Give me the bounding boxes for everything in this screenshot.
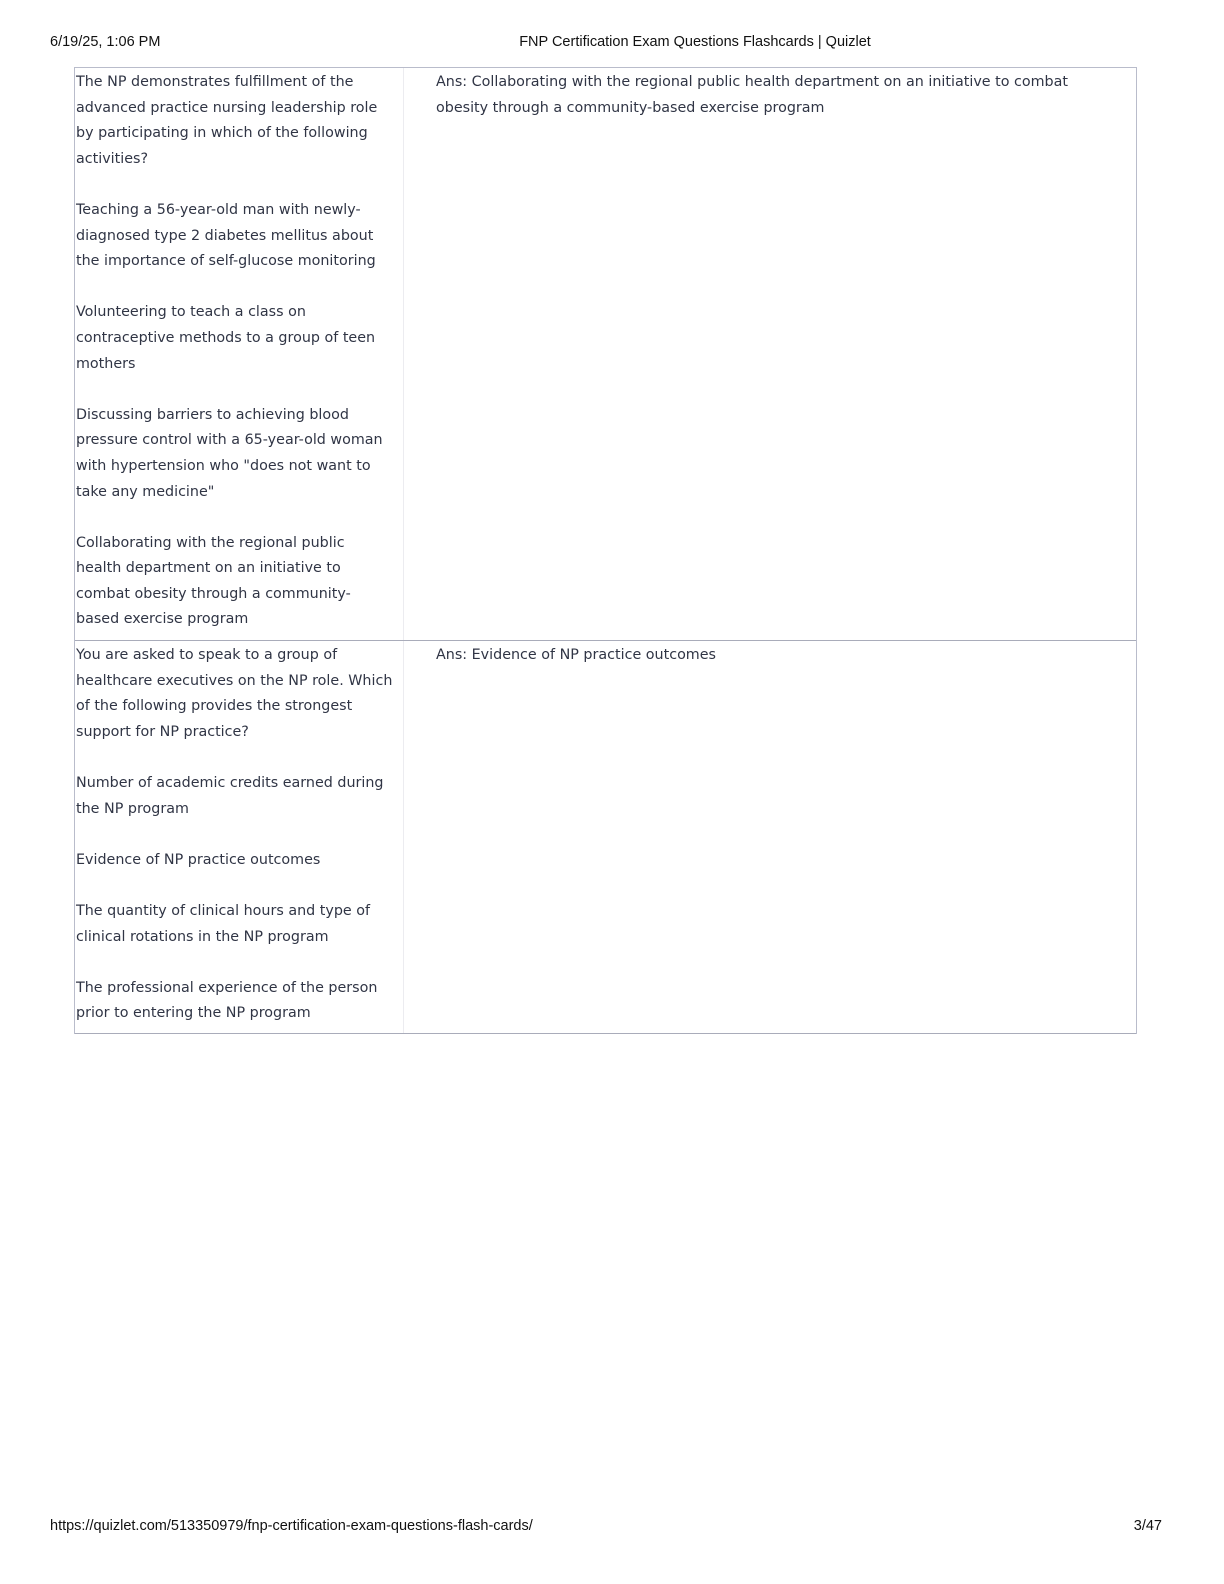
term-question: You are asked to speak to a group of healthcare executives on the NP role. Which of the following provides the strongest support for NP practice? bbox=[76, 647, 393, 740]
term-option: The quantity of clinical hours and type of clinical rotations in the NP program bbox=[76, 902, 371, 945]
flashcard-table bbox=[74, 67, 1137, 1034]
flashcard-definition bbox=[404, 68, 1136, 640]
term-option: The professional experience of the person prior to entering the NP program bbox=[76, 979, 378, 1022]
print-header bbox=[0, 0, 1224, 60]
flashcard-definition bbox=[404, 641, 1136, 1033]
flashcard-row bbox=[75, 68, 1136, 641]
term-option: Collaborating with the regional public health department on an initiative to combat obesity through a community-based exercise program bbox=[76, 534, 351, 628]
term-option: Discussing barriers to achieving blood pressure control with a 65-year-old woman with hypertension who "does not want to take any medicine" bbox=[76, 406, 383, 500]
definition-answer: Ans: Evidence of NP practice outcomes bbox=[436, 647, 716, 663]
page-number: 3/47 bbox=[1133, 1518, 1162, 1534]
print-datetime: 6/19/25, 1:06 PM bbox=[50, 34, 161, 50]
term-option: Teaching a 56-year-old man with newly-diagnosed type 2 diabetes mellitus about the importance of self-glucose monitoring bbox=[76, 201, 376, 270]
term-question: The NP demonstrates fulfillment of the advanced practice nursing leadership role by participating in which of the following activities? bbox=[76, 74, 378, 167]
term-option: Number of academic credits earned during the NP program bbox=[76, 774, 384, 817]
term-option: Volunteering to teach a class on contraceptive methods to a group of teen mothers bbox=[76, 304, 376, 372]
page-title: FNP Certification Exam Questions Flashcards | Quizlet bbox=[519, 34, 871, 50]
term-option: Evidence of NP practice outcomes bbox=[76, 851, 321, 868]
flashcard-term bbox=[75, 641, 404, 1033]
flashcard-term bbox=[75, 68, 404, 640]
page-url: https://quizlet.com/513350979/fnp-certification-exam-questions-flash-cards/ bbox=[50, 1518, 533, 1534]
flashcard-row bbox=[75, 641, 1136, 1034]
definition-answer: Ans: Collaborating with the regional public health department on an initiative to combat obesity through a community-based exercise program bbox=[436, 74, 1068, 116]
print-footer bbox=[0, 1516, 1224, 1540]
